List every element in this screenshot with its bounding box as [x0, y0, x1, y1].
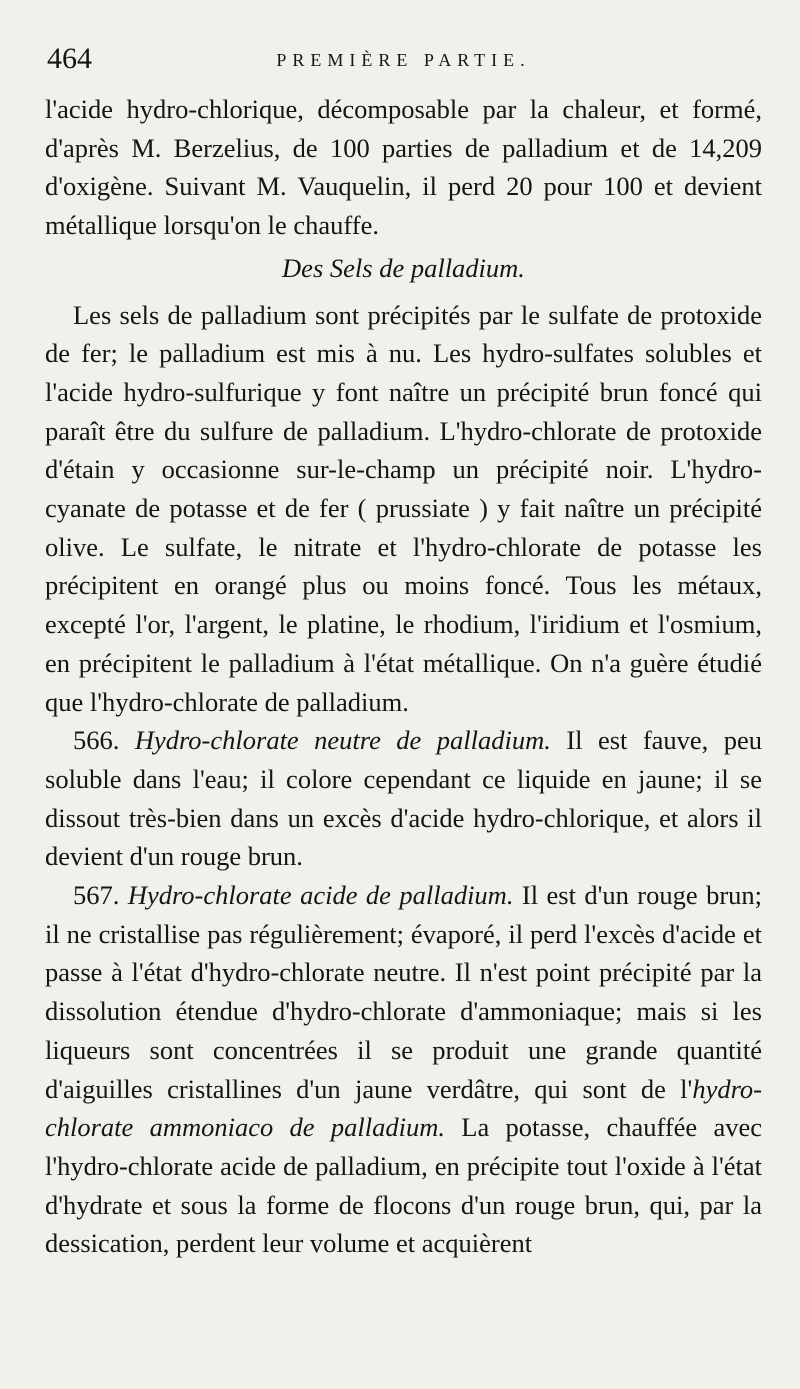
paragraph-567: [45, 876, 762, 1263]
paragraph-566: [45, 721, 762, 876]
page-number: 464: [47, 42, 92, 75]
body-text: [45, 90, 762, 1263]
article-number-567: 567.: [73, 880, 120, 911]
running-head: [45, 38, 762, 90]
article-text-566: Il est fauve, peu soluble dans l'eau; il colore cependant ce liquide en jaune; il se dissout très-bien dans un excès d'acide hydro-chlorique, et alors il devient d'un rouge brun.: [45, 725, 763, 872]
paragraph-1: l'acide hydro-chlorique, décomposable par la chaleur, et formé, d'après M. Berzelius, de 100 parties de palladium et de 14,209 d'oxigène. Suivant M. Vauquelin, il perd 20 pour 100 et devient métallique lorsqu'on le chauffe.: [45, 94, 762, 241]
article-text-567a: Il est d'un rouge brun; il ne cristallise pas régulièrement; évaporé, il perd l'excès d'acide et passe à l'état d'hydro-chlorate neutre. Il n'est point précipité par la dissolution étendue d'hydro-chlorate d'ammoniaque; mais si les liqueurs sont concentrées il se produit une grande quantité d'aiguilles cristallines d'un jaune verdâtre, qui sont de l': [45, 880, 763, 1104]
paragraph-2: Les sels de palladium sont précipités par le sulfate de protoxide de fer; le palladium est mis à nu. Les hydro-sulfates solubles et l'acide hydro-sulfurique y font naître un précipité brun foncé qui paraît être du sulfure de palladium. L'hydro-chlorate de protoxide d'étain y occasionne sur-le-champ un précipité noir. L'hydro-cyanate de potasse et de fer ( prussiate ) y fait naître un précipité olive. Le sulfate, le nitrate et l'hydro-chlorate de potasse les précipitent en orangé plus ou moins foncé. Tous les métaux, excepté l'or, l'argent, le platine, le rhodium, l'iridium et l'osmium, en précipitent le palladium à l'état métallique. On n'a guère étudié que l'hydro-chlorate de palladium.: [45, 299, 762, 717]
article-title-567: Hydro-chlorate acide de palladium.: [127, 880, 514, 911]
section-heading: Des Sels de palladium.: [282, 252, 525, 283]
article-title-566: Hydro-chlorate neutre de palladium.: [134, 725, 551, 756]
article-number-566: 566.: [73, 725, 120, 756]
compound-name-italic: hydro-chlorate ammoniaco de palladium.: [45, 1073, 762, 1143]
article-text-567c: La potasse, chauffée avec l'hydro-chlorate acide de palladium, en précipite tout l'oxide à l'état d'hydrate et sous la forme de flocons d'un rouge brun, qui, par la dessication, perdent leur volume et acquièrent: [45, 1112, 762, 1259]
running-title: PREMIÈRE PARTIE.: [276, 50, 531, 70]
